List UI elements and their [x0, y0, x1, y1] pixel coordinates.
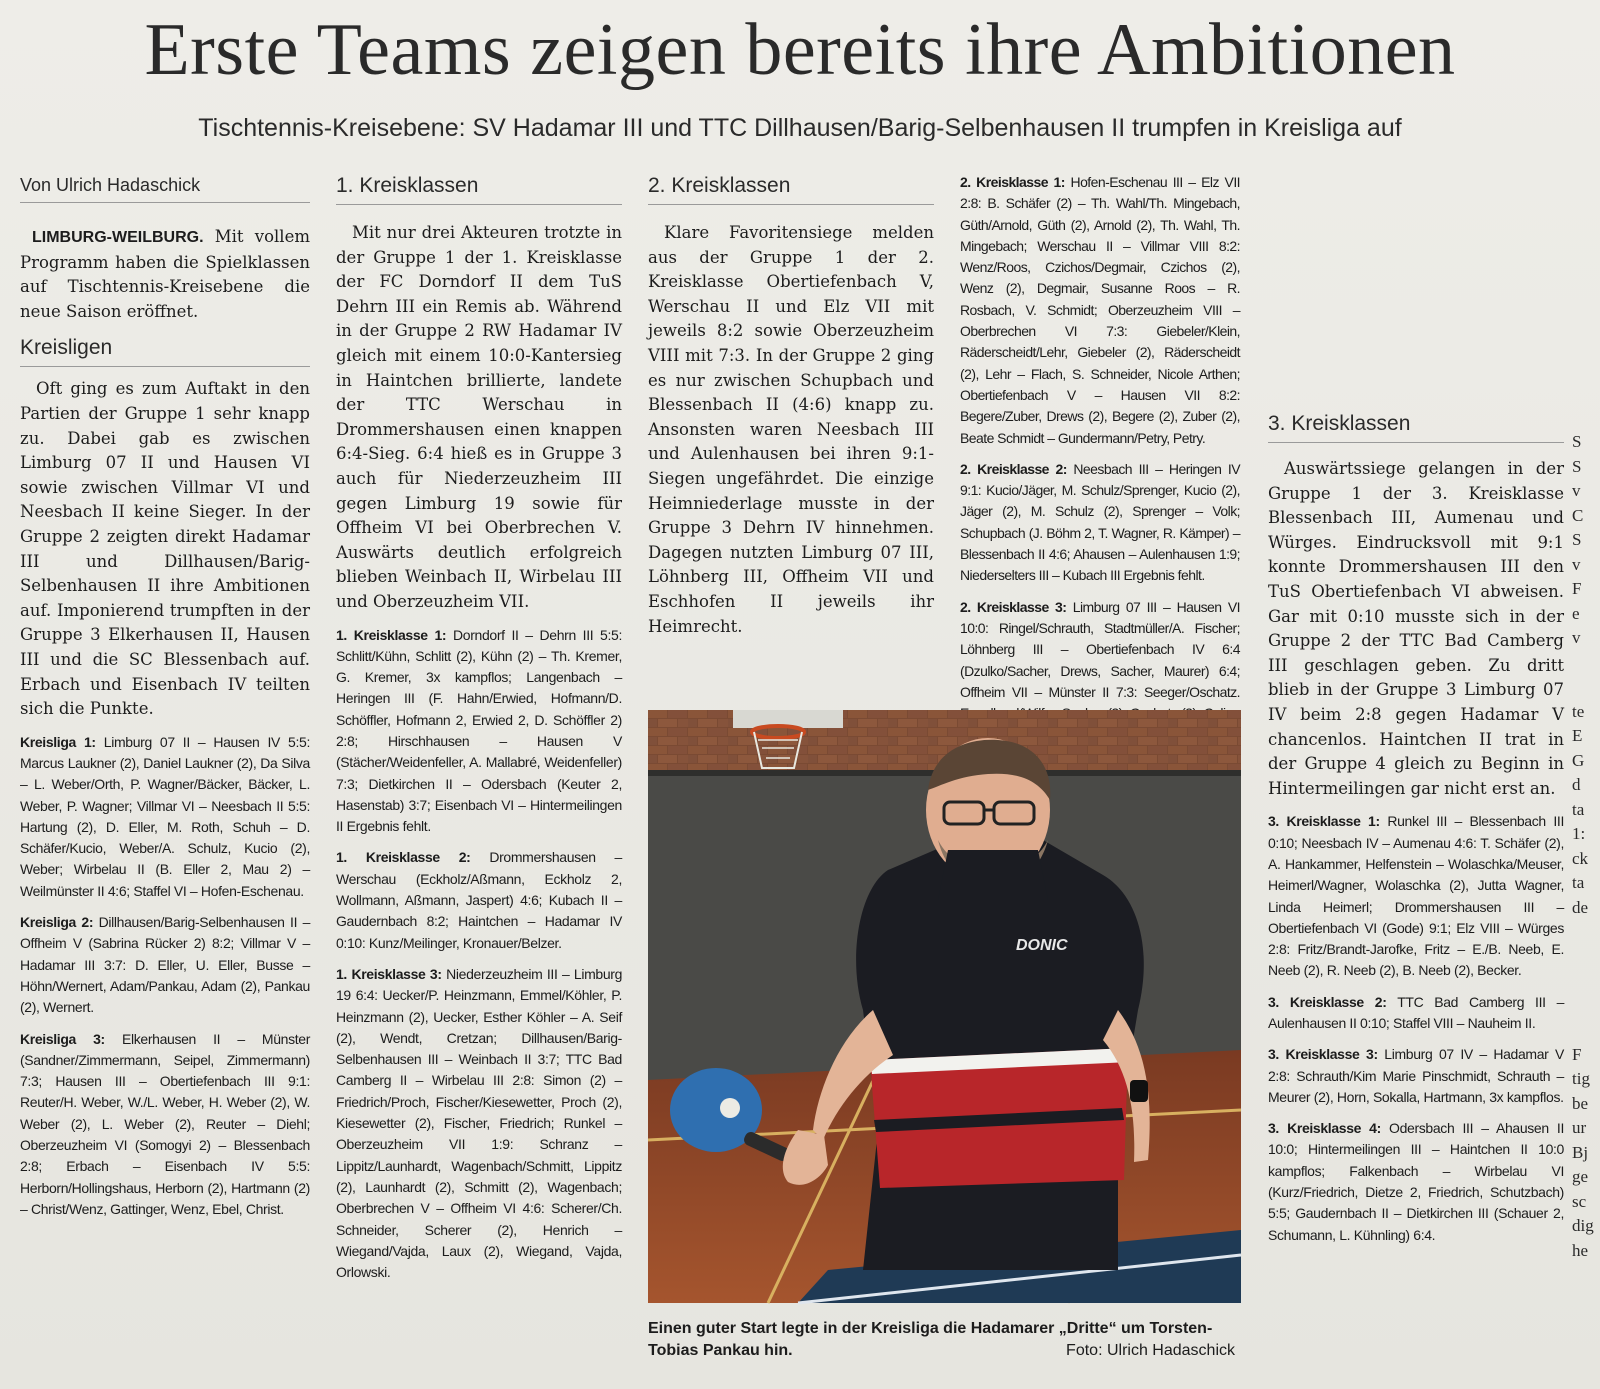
result-text: Runkel III – Blessenbach III 0:10; Neesbach IV – Aumenau 4:6: T. Schäfer (2), A. Hankammer, Helfenstein – Wolaschka/Meuser, Heimerl/Wagner, Wolaschka (2), Jutta Wagner, Linda Heimerl; Drommershausen III – Obertiefenbach VI (Gode) 9:1; Elz VIII – Würges 2:8: Fritz/Brandt-Jarofke, Fritz – E./B. Neeb, E. Neeb (2), R. Neeb (2), B. Neeb (2), Becker.	[1268, 813, 1564, 979]
result-text: TTC Bad Camberg III – Aulenhausen II 0:10; Staffel VIII – Nauheim II.	[1268, 993, 1565, 1031]
result-label: 2. Kreisklasse 3:	[960, 598, 1067, 615]
intro-paragraph	[20, 225, 310, 324]
edge-fragment: v	[1572, 481, 1581, 500]
photo-illustration	[648, 710, 1241, 1303]
result-block	[1268, 1044, 1564, 1108]
edge-fragment: C	[1572, 505, 1584, 525]
result-text: Dorndorf II – Dehrn III 5:5: Schlitt/Kühn, Schlitt (2), Kühn (2) – Th. Kremer, G. Kremer, 3x kampflos; Langenbach – Heringen III (F. Hahn/Erwied, Hofmann/D. Schöffler, Hofmann 2, Erwied 2, D. Schöffler 2) 2:8; Hirschhausen – Hausen V (Stächer/Weidenfeller, A. Mallabré, Weidenfeller) 7:3; Dietkirchen II – Odersbach (Keuter 2, Hasenstab) 3:7; Eisenbach VI – Hintermeilingen II Ergebnis fehlt.	[336, 626, 622, 835]
edge-fragment: 1:	[1572, 824, 1586, 843]
result-text: Limburg 07 IV – Hadamar V 2:8: Schrauth/Kim Marie Pinschmidt, Schrauth – Meurer (2), Horn, Sokalla, Hartmann, 3x kampflos.	[1268, 1046, 1564, 1105]
shirt-brand: DONIC	[1016, 937, 1068, 954]
subheadline: Tischtennis-Kreisebene: SV Hadamar III und TTC Dillhausen/Barig-Selbenhausen II trumpfen in Kreisliga auf	[198, 114, 1402, 142]
edge-fragment	[1572, 675, 1600, 700]
result-text: Neesbach III – Heringen IV 9:1: Kucio/Jäger, M. Schulz/Sprenger, Kucio (2), Jäger (2), M. Schulz (2), Sprenger – Volk; Schupbach (J. Böhm 2, T. Wagner, R. Kämper) – Blessenbach II 4:6; Ahausen – Aulenhausen 1:9; Niederselters III – Kubach III Ergebnis fehlt.	[960, 460, 1241, 584]
result-text: Dillhausen/Barig-Selbenhausen II – Offheim V (Sabrina Rücker 2) 8:2; Villmar V – Hadamar III 3:7: D. Eller, U. Eller, Busse – Höhn/Wernert, Adam/Pankau, Adam (2), Pankau (2), Wernert.	[20, 914, 311, 1016]
result-text: Odersbach III – Ahausen II 10:0; Hintermeilingen III – Haintchen II 10:0 kampflos; Falkenbach – Wirbelau VI (Kurz/Friedrich, Dietze 2, Friedrich, Schutzbach) 5:5; Gaudernbach II – Dietkirchen III (Schauer 2, Schumann, L. Kühnling) 6:4.	[1268, 1120, 1564, 1243]
result-label: Kreisliga 2:	[20, 914, 94, 931]
column-2	[336, 172, 622, 1382]
column-4	[960, 172, 1241, 700]
result-label: 1. Kreisklasse 3:	[336, 965, 442, 982]
edge-fragment: G	[1572, 750, 1585, 770]
kreisligen-text: Oft ging es zum Auftakt in den Partien der Gruppe 1 sehr knapp zu. Dabei gab es zwischen Limburg 07 II und Hausen VI sowie zwischen Villmar VI und Neesbach II keine Sieger. In der Gruppe 2 zeigten direkt Hadamar III und Dillhausen/Barig-Selbenhausen II ihre Ambitionen auf. Imponierend trumpften in der Gruppe 3 Elkerhausen II, Hausen III und die SC Blessenbach auf. Erbach und Eisenbach IV teilten sich die Punkte.	[20, 379, 310, 719]
result-label: 1. Kreisklasse 1:	[336, 626, 447, 643]
edge-fragment: S	[1572, 530, 1582, 549]
edge-fragment	[1572, 1018, 1600, 1043]
result-label: 3. Kreisklasse 1:	[1268, 813, 1380, 830]
edge-fragment	[1572, 651, 1600, 676]
edge-fragment: S	[1572, 456, 1582, 476]
result-block	[1268, 992, 1564, 1035]
result-text: Limburg 07 II – Hausen IV 5:5: Marcus Laukner (2), Daniel Laukner (2), Da Silva – L. Weber/Orth, P. Wagner/Bäcker, Bäcker, L. Weber, P. Wagner; Villmar VI – Neesbach II 5:5: Hartung (2), D. Eller, M. Roth, Schuh – D. Schäfer/Kucio, Weber/A. Schulz, Kucio (2), Weber; Wirbelau II (B. Eller 2, Mau 2) – Weilmünster II 4:6; Staffel VI – Hofen-Eschenau.	[20, 733, 310, 899]
result-label: 1. Kreisklasse 2:	[336, 849, 471, 866]
ball	[720, 1098, 740, 1118]
result-block	[336, 847, 622, 953]
edge-fragment: e	[1572, 603, 1580, 623]
edge-fragment: F	[1572, 1044, 1582, 1064]
edge-fragment: dig	[1572, 1216, 1594, 1235]
result-block	[20, 732, 310, 902]
edge-fragment: he	[1572, 1240, 1589, 1260]
edge-fragment: Bj	[1572, 1142, 1589, 1162]
edge-fragment: v	[1572, 554, 1581, 574]
byline: Von Ulrich Hadaschick	[20, 172, 310, 203]
result-block	[1268, 1118, 1564, 1246]
result-label: 3. Kreisklasse 4:	[1268, 1120, 1381, 1137]
result-text: Niederzeuzheim III – Limburg 19 6:4: Uecker/P. Heinzmann, Emmel/Köhler, P. Heinzmann (2), Uecker, Esther Köhler – A. Seif (2), Wendt, Cretzan; Dillhausen/Barig-Selbenhausen III – Weinbach II 3:7; TTC Bad Camberg II – Wirbelau III 2:8: Simon (2) – Friedrich/Proch, Fischer/Kiesewetter, Proch (2), Kiesewetter (2), Fischer, Friedrich; Runkel – Oberzeuzheim VII 1:9: Schranz – Lippitz/Launhardt, Wagenbach/Schmitt, Lippitz (2), Launhardt (2), Schmitt (2), Wagenbach; Oberbrechen V – Offheim VI 4:6: Scherer/Ch. Schneider, Scherer (2), Henrich – Wiegand/Vajda, Laux (2), Wiegand, Vajda, Orlowski.	[336, 965, 623, 1281]
kreisklassen3-text: Auswärtssiege gelangen in der Gruppe 1 der 3. Kreisklasse Blessenbach III, Aumenau und Würges. Eindrucksvoll mit 9:1 konnte Drommershausen III den TuS Obertiefenbach VI abweisen. Gar mit 0:10 musste sich in der Gruppe 2 der TTC Bad Camberg III geschlagen geben. Zu dritt blieb in der Gruppe 3 Limburg 07 IV beim 2:8 gegen Hadamar V chancenlos. Haintchen II trat in der Gruppe 4 gleich zu Beginn in Hintermeilingen gar nicht erst an.	[1268, 459, 1564, 798]
result-label: Kreisliga 3:	[20, 1030, 105, 1047]
photo-caption	[648, 1318, 1241, 1362]
result-label: 3. Kreisklasse 2:	[1268, 993, 1387, 1010]
edge-fragment: ta	[1572, 799, 1585, 819]
section-title-2-kreisklassen: 2. Kreisklassen	[648, 172, 934, 205]
intro-text: Mit vollem Programm haben die Spielklassen auf Tischtennis-Kreisebene die neue Saison eröffnet.	[20, 227, 310, 321]
result-block	[336, 625, 622, 838]
result-block	[20, 912, 310, 1018]
edge-fragment: d	[1572, 775, 1581, 794]
edge-fragment: be	[1572, 1093, 1589, 1113]
result-label: Kreisliga 1:	[20, 733, 96, 750]
edge-fragment: ta	[1572, 873, 1585, 892]
result-label: 2. Kreisklasse 1:	[960, 174, 1065, 190]
kreisklassen1-text: Mit nur drei Akteuren trotzte in der Gruppe 1 der 1. Kreisklasse der FC Dorndorf II dem TuS Dehrn III ein Remis ab. Während in der Gruppe 2 RW Hadamar IV gleich mit einem 10:0-Kantersieg in Haintchen brillierte, landete der TTC Werschau in Drommershausen einen knappen 6:4-Sieg. 6:4 hieß es in Gruppe 3 auch für Niederzeuzheim III gegen Limburg 19 sowie für Offheim VI bei Oberbrechen V. Auswärts deutlich erfolgreich blieben Weinbach II, Wirbelau III und Oberzeuzheim VII.	[336, 223, 622, 611]
edge-fragment: tig	[1572, 1069, 1590, 1088]
edge-fragment	[1572, 969, 1600, 994]
edge-fragment: ge	[1572, 1167, 1589, 1186]
result-label: 3. Kreisklasse 3:	[1268, 1046, 1378, 1063]
edge-fragment: ur	[1572, 1118, 1587, 1137]
headline: Erste Teams zeigen bereits ihre Ambitionen	[144, 9, 1456, 91]
edge-fragment: E	[1572, 726, 1583, 745]
column-5	[1268, 172, 1564, 1382]
result-text: Elkerhausen II – Münster (Sandner/Zimmermann, Seipel, Zimmermann) 7:3; Hausen III – Obertiefenbach III 9:1: Reuter/H. Weber, W./L. Weber, H. Weber (2), W. Weber (2), L. Weber (2), Reuter – Diehl; Oberzeuzheim VI (Somogyi 2) – Blessenbach 2:8; Erbach – Eisenbach IV 5:5: Herborn/Hollingshaus, Herborn (2), Hartmann (2) – Christ/Wenz, Gattinger, Wenz, Ebel, Christ.	[20, 1030, 311, 1217]
result-block	[960, 459, 1240, 587]
result-block	[336, 964, 622, 1283]
edge-fragment	[1572, 945, 1600, 970]
kreisklassen2-text: Klare Favoritensiege melden aus der Gruppe 1 der 2. Kreisklasse Obertiefenbach V, Werschau II und Elz VII mit jeweils 8:2 sowie Oberzeuzheim VIII mit 7:3. In der Gruppe 2 ging es nur zwischen Schupbach und Blessenbach II (4:6) knapp zu. Ansonsten waren Neesbach III und Aulenhausen bei ihren 9:1-Siegen ungefährdet. Die einzige Heimniederlage musste in der Gruppe 3 Dehrn IV hinnehmen. Dagegen nutzten Limburg 07 III, Löhnberg III, Offheim VII und Eschhofen II jeweils ihr Heimrecht.	[648, 223, 934, 636]
section-title-1-kreisklassen: 1. Kreisklassen	[336, 172, 622, 205]
result-text: Drommershausen – Werschau (Eckholz/Aßmann, Eckholz 2, Wollmann, Aßmann, Jaspert) 4:6; Kubach II – Gaudernbach 8:2; Haintchen – Hadamar IV 0:10: Kunz/Meilinger, Kronauer/Belzer.	[336, 849, 622, 951]
column-1	[20, 172, 310, 1382]
column-3	[648, 172, 934, 692]
article-photo	[648, 710, 1241, 1303]
edge-fragment	[1572, 920, 1600, 945]
edge-fragment: ck	[1572, 848, 1589, 868]
column-5-continuation-space	[1268, 172, 1564, 410]
edge-fragment: S	[1572, 432, 1582, 451]
result-text: Hofen-Eschenau III – Elz VII 2:8: B. Schäfer (2) – Th. Wahl/Th. Mingebach, Güth/Arnold, Güth (2), Arnold (2), Th. Wahl, Th. Mingebach; Werschau II – Villmar VIII 8:2: Wenz/Roos, Czichos/Degmair, Czichos (2), Wenz (2), Degmair, Susanne Roos – R. Rosbach, V. Schmidt; Oberzeuzheim VIII – Oberbrechen VI 7:3: Giebeler/Klein, Räderscheidt/Lehr, Giebeler (2), Räderscheidt (2), Lehr – Flach, S. Schneider, Nicole Arthen; Obertiefenbach V – Hausen VII 8:2: Begere/Zuber, Drews (2), Begere (2), Zuber (2), Beate Schmidt – Gundermann/Petry, Petry.	[960, 174, 1241, 446]
result-block	[1268, 811, 1564, 981]
result-block	[20, 1029, 310, 1221]
photo-credit: Foto: Ulrich Hadaschick	[1066, 1342, 1235, 1359]
edge-fragment: de	[1572, 897, 1589, 917]
edge-fragment: v	[1572, 628, 1581, 647]
adjacent-column-fragment	[1572, 430, 1600, 1389]
section-title-3-kreisklassen: 3. Kreisklassen	[1268, 410, 1564, 443]
edge-fragment: sc	[1572, 1191, 1587, 1211]
result-block	[960, 172, 1240, 449]
edge-fragment	[1572, 994, 1600, 1019]
edge-fragment: F	[1572, 579, 1582, 598]
section-title-kreisligen: Kreisligen	[20, 334, 310, 367]
result-label: 2. Kreisklasse 2:	[960, 460, 1067, 477]
edge-fragment: te	[1572, 701, 1585, 721]
result-text: Limburg 07 III – Hausen VI 10:0: Ringel/Schrauth, Stadtmüller/A. Fischer; Löhnberg III – Obertiefenbach IV 6:4 (Dzulko/Sacher, Drews, Sacher, Maurer) 6:4; Offheim VII – Münster II 7:3: Seeger/Oschatz.	[960, 598, 1240, 700]
dateline: LIMBURG-WEILBURG.	[32, 229, 204, 246]
caption-text: Einen guter Start legte in der Kreisliga die Hadamarer „Dritte“ um Torsten-Tobias Pankau hin.	[648, 1320, 1213, 1359]
